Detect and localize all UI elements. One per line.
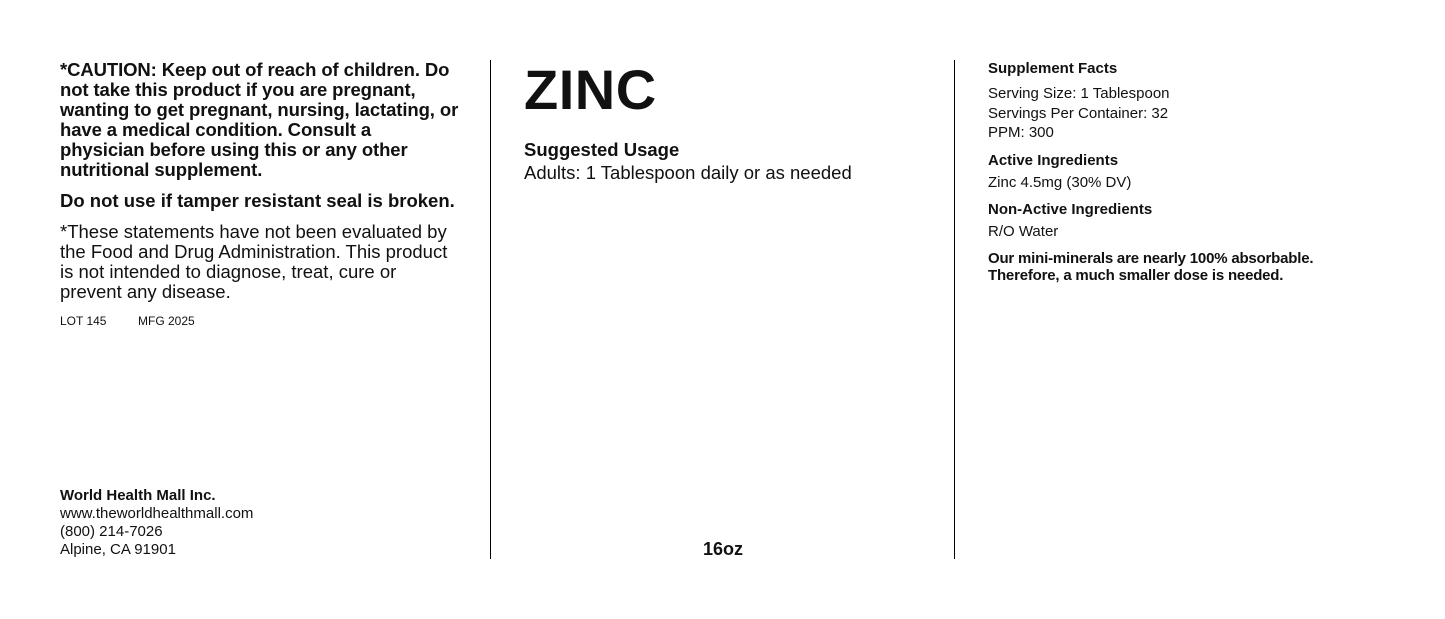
product-title: ZINC xyxy=(524,58,657,121)
ppm-value: PPM: 300 xyxy=(988,124,1054,141)
fda-statement: *These statements have not been evaluated by the Food and Drug Administration. This product is not intended to diagnose, treat, cure or prevent any disease. xyxy=(60,221,448,302)
servings-per-container: Servings Per Container: 32 xyxy=(988,104,1169,122)
facts-title: Supplement Facts xyxy=(988,60,1118,77)
active-ingredients xyxy=(988,151,1388,193)
caution-text: *CAUTION: Keep out of reach of children. Do not take this product if you are pregnant, wanting to get pregnant, nursing, lactating, or have a medical condition. Consult a physician before using this or any other nutritional supplement. xyxy=(60,59,459,180)
active-value: Zinc 4.5mg (30% DV) xyxy=(988,173,1132,191)
company-website: www.theworldhealthmall.com xyxy=(60,505,254,522)
tamper-warning: Do not use if tamper resistant seal is broken. xyxy=(60,190,455,211)
mfg-year: MFG 2025 xyxy=(138,314,195,328)
absorption-note: Our mini-minerals are nearly 100% absorbable. Therefore, a much smaller dose is needed. xyxy=(988,249,1314,284)
lot-mfg-line xyxy=(60,313,460,329)
nonactive-ingredients xyxy=(988,200,1388,242)
net-size: 16oz xyxy=(703,539,744,559)
company-phone: (800) 214-7026 xyxy=(60,523,163,540)
lot-number: LOT 145 xyxy=(60,314,107,328)
nonactive-value: R/O Water xyxy=(988,223,1059,240)
right-divider xyxy=(954,60,955,559)
serving-size: Serving Size: 1 Tablespoon xyxy=(988,85,1170,102)
company-address: Alpine, CA 91901 xyxy=(60,541,176,558)
supplement-facts-panel xyxy=(988,59,1388,284)
warnings-panel xyxy=(60,60,460,329)
product-panel xyxy=(524,58,934,185)
nonactive-heading: Non-Active Ingredients xyxy=(988,201,1153,218)
left-divider xyxy=(490,60,491,559)
usage-text: Adults: 1 Tablespoon daily or as needed xyxy=(524,162,852,183)
active-heading: Active Ingredients xyxy=(988,151,1119,169)
serving-info xyxy=(988,84,1388,143)
company-info xyxy=(60,487,440,559)
usage-heading: Suggested Usage xyxy=(524,139,680,160)
company-name: World Health Mall Inc. xyxy=(60,487,216,504)
